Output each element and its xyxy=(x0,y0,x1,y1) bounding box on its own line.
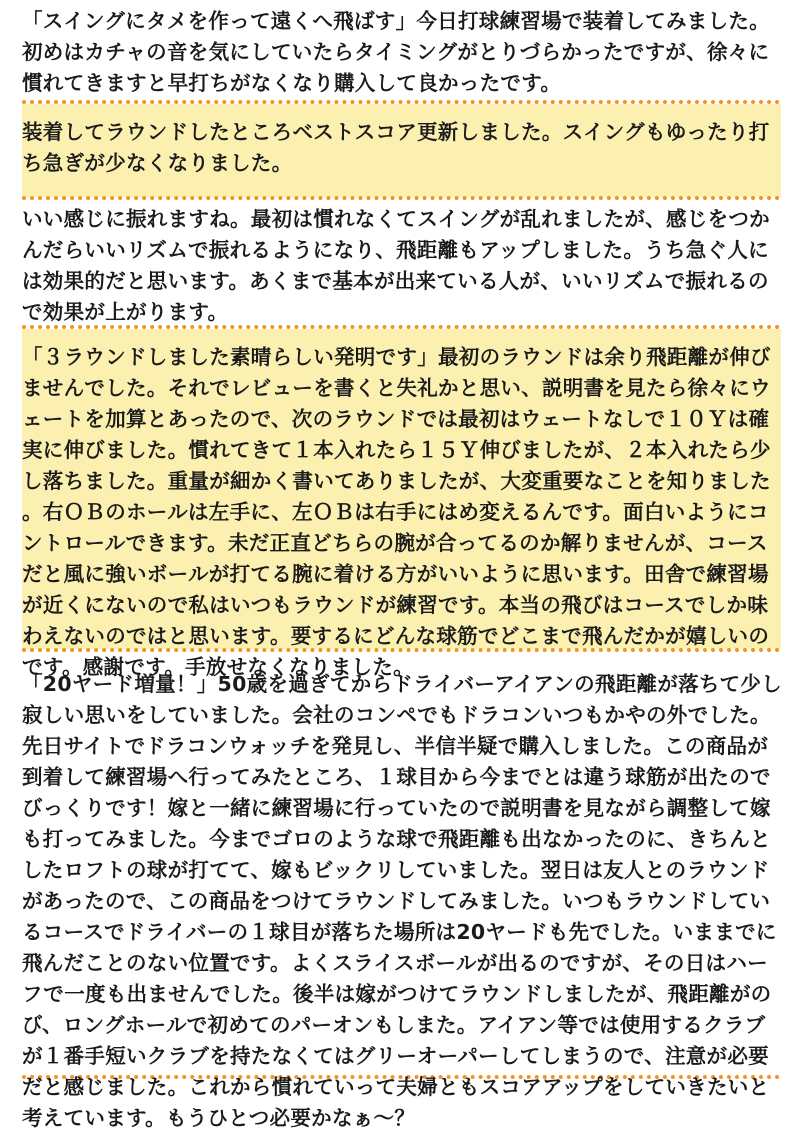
review-text-5: 「20ヤード増量！」50歳を過ぎてからドライバーアイアンの飛距離が落ちて少し寂しい思いをしていました。会社のコンペでもドラコンいつもかやの外でした。先日サイトでドラコンウォッチを発見し、半信半疑で購入しました。この商品が到着して練習場へ行ってみたところ、１球目から今までとは違う球筋が出たのでびっくりです！嫁と一緒に練習場に行っていたので説明書を見ながら調整して嫁も打ってみました。今までゴロのような球で飛距離も出なかったのに、きちんとしたロフトの球が打てて、嫁もビックリしていました。翌日は友人とのラウンドがあったので、この商品をつけてラウンドしてみました。いつもラウンドしているコースでドライバーの１球目が落ちた場所は20ヤードも先でした。いままでに飛んだことのない位置です。よくスライスボールが出るのですが、その日はハーフで一度も出ませんでした。後半は嫁がつけてラウンドしましたが、飛距離がのび、ロングホールで初めてのパーオンもしまた。アイアン等では使用するクラブが１番手短いクラブを持たなくてはグリーオーパーしてしまうので、注意が必要だと感じました。これから慣れていって夫婦ともスコアアップをしていきたいと考えています。もうひとつ必要かなぁ～？ xyxy=(22,672,782,1130)
review-divider xyxy=(22,196,780,200)
review-divider xyxy=(22,100,780,104)
review-text-3: いい感じに振れますね。最初は慣れなくてスイングが乱れましたが、感じをつかんだらいいリズムで振れるようになり、飛距離もアップしました。うち急ぐ人には効果的だと思います。あくまで基本が出来ている人が、いいリズムで振れるので効果が上がります。 xyxy=(22,207,770,324)
review-text-2: 装着してラウンドしたところベストスコア更新しました。スイングもゆったり打ち急ぎが少なくなりました。 xyxy=(22,120,770,175)
review-text-4: 「３ラウンドしました素晴らしい発明です」最初のラウンドは余り飛距離が伸びませんでした。それでレビューを書くと失礼かと思い、説明書を見たら徐々にウェートを加算とあったので、次のラウンドでは最初はウェートなしで１０Ｙは確実に伸びました。慣れてきて１本入れたら１５Ｙ伸びましたが、２本入れたら少し落ちました。重量が細かく書いてありましたが、大変重要なことを知りました。右ＯＢのホールは左手に、左ＯＢは右手にはめ変えるんです。面白いようにコントロールできます。未だ正直どちらの腕が合ってるのか解りませんが、コースだと風に強いボールが打てる腕に着ける方がいいように思います。田舎で練習場が近くにないので私はいつもラウンドが練習です。本当の飛びはコースでしか味わえないのではと思います。要するにどんな球筋でどこまで飛んだかが嬉しいのです。感謝です。手放せなくなりました。 xyxy=(22,345,771,679)
review-text-1: 「スイングにタメを作って遠くへ飛ばす」今日打球練習場で装着してみました。初めはカチャの音を気にしていたらタイミングがとりづらかったですが、徐々に慣れてきますと早打ちがなくなり購入して良かったです。 xyxy=(22,9,770,95)
